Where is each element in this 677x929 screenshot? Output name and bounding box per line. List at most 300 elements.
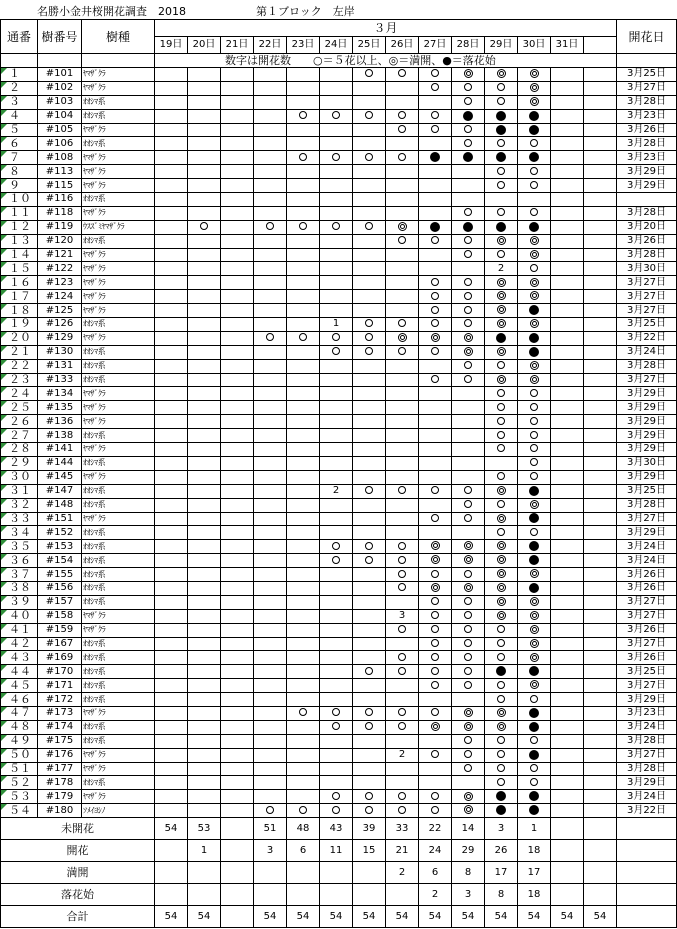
day-cell [452,415,485,429]
bloom-mark-icon [365,222,373,230]
full-bloom-mark-icon [530,291,539,300]
seq-cell: ５３ [1,790,38,804]
extra-cell [584,679,617,693]
day-cell [518,387,551,401]
day-cell [353,373,386,387]
bloom-date-cell: 3月22日 [617,331,677,345]
tree-no-cell: #113 [38,165,82,179]
day-cell [551,498,584,512]
seq-cell: ４６ [1,693,38,707]
day-cell [287,123,320,137]
extra-cell [584,581,617,595]
day-cell [551,151,584,165]
day-cell [419,248,452,262]
bloom-date-cell: 3月29日 [617,401,677,415]
day-cell [485,776,518,790]
day-cell [419,109,452,123]
day-cell [551,720,584,734]
day-cell [254,637,287,651]
bloom-mark-icon [365,542,373,550]
bloom-mark-icon [530,695,538,703]
day-cell [320,179,353,193]
day-cell [188,554,221,568]
day-cell [254,276,287,290]
day-cell [287,443,320,457]
day-cell [518,443,551,457]
tree-no-cell: #178 [38,776,82,790]
bloom-mark-icon [530,458,538,466]
day-cell [155,123,188,137]
summary-value: 17 [485,862,518,884]
tree-no-cell: #177 [38,762,82,776]
day-cell [254,623,287,637]
day-cell [485,443,518,457]
day-cell [485,540,518,554]
full-bloom-mark-icon [530,611,539,620]
bloom-mark-icon [398,125,406,133]
day-cell [551,68,584,82]
summary-value [254,884,287,906]
day-cell [386,665,419,679]
day-header-blank [584,37,617,54]
full-bloom-mark-icon [530,236,539,245]
extra-cell [584,262,617,276]
day-cell [452,262,485,276]
day-cell [419,206,452,220]
day-cell [452,456,485,470]
table-row [1,165,677,179]
bloom-date-cell: 3月27日 [617,748,677,762]
day-cell [155,540,188,554]
day-cell [320,123,353,137]
seq-cell: ４３ [1,651,38,665]
day-cell [485,568,518,582]
day-cell [254,109,287,123]
day-cell [452,720,485,734]
day-cell [386,387,419,401]
day-cell [551,790,584,804]
falling-mark-icon [463,111,473,121]
extra-cell [584,165,617,179]
species-cell: ｵｵｼﾏ系 [82,456,155,470]
species-cell: ﾔﾏｻﾞｸﾗ [82,276,155,290]
day-cell [254,790,287,804]
day-cell [386,512,419,526]
day-cell [551,318,584,332]
day-cell [188,734,221,748]
legend-row [1,54,677,68]
tree-no-cell: #121 [38,248,82,262]
day-cell [353,331,386,345]
day-cell [287,623,320,637]
day-cell [386,304,419,318]
day-cell [188,512,221,526]
day-cell [155,776,188,790]
seq-cell: ４４ [1,665,38,679]
day-cell [188,762,221,776]
day-cell [287,151,320,165]
full-bloom-mark-icon [497,541,506,550]
day-cell [221,679,254,693]
day-cell [155,179,188,193]
day-cell [254,331,287,345]
species-cell: ﾔﾏｻﾞｸﾗ [82,304,155,318]
day-cell [452,290,485,304]
bloom-mark-icon [365,792,373,800]
day-cell [188,415,221,429]
day-cell [287,498,320,512]
species-cell: ｵｵｼﾏ系 [82,679,155,693]
day-cell [287,429,320,443]
tree-no-cell: #176 [38,748,82,762]
bloom-mark-icon [464,681,472,689]
summary-value [221,862,254,884]
day-cell [254,206,287,220]
day-cell [452,568,485,582]
bloom-date-cell: 3月29日 [617,693,677,707]
day-cell [320,443,353,457]
day-cell [188,331,221,345]
tree-no-cell: #115 [38,179,82,193]
day-cell [551,804,584,818]
seq-cell: ５ [1,123,38,137]
summary-value [155,862,188,884]
day-cell [485,193,518,207]
extra-cell [584,206,617,220]
day-cell [254,234,287,248]
tree-no-cell: #108 [38,151,82,165]
day-cell [188,401,221,415]
day-cell [188,484,221,498]
bloom-date-cell: 3月23日 [617,151,677,165]
day-cell [452,179,485,193]
day-header: 27日 [419,37,452,54]
table-row [1,345,677,359]
day-cell [551,540,584,554]
summary-value [320,884,353,906]
day-cell [386,637,419,651]
day-cell [419,137,452,151]
bloom-mark-icon [464,764,472,772]
table-row [1,262,677,276]
day-cell [551,734,584,748]
seq-cell: ３９ [1,595,38,609]
day-cell [155,706,188,720]
day-cell [221,179,254,193]
day-cell [287,206,320,220]
tree-no-cell: #103 [38,95,82,109]
species-cell: ｵｵｼﾏ系 [82,429,155,443]
summary-value: 6 [287,840,320,862]
day-cell [485,429,518,443]
day-cell [320,109,353,123]
day-cell [155,470,188,484]
day-cell [320,581,353,595]
day-cell [419,95,452,109]
day-cell [518,498,551,512]
bloom-mark-icon [464,278,472,286]
day-cell [155,665,188,679]
table-row [1,748,677,762]
species-cell: ﾔﾏｻﾞｸﾗ [82,387,155,401]
day-cell [419,804,452,818]
day-cell [551,679,584,693]
day-cell [551,623,584,637]
day-cell [221,456,254,470]
bloom-date-cell: 3月27日 [617,373,677,387]
full-bloom-mark-icon [530,653,539,662]
bloom-date-cell: 3月29日 [617,776,677,790]
day-cell [419,512,452,526]
bloom-date-cell: 3月25日 [617,665,677,679]
summary-value [353,884,386,906]
falling-mark-icon [529,583,539,593]
summary-value: 6 [419,862,452,884]
day-cell [386,123,419,137]
falling-mark-icon [529,305,539,315]
day-cell [485,290,518,304]
day-cell [221,151,254,165]
day-cell [551,443,584,457]
extra-cell [584,290,617,304]
day-cell [485,526,518,540]
day-cell [551,165,584,179]
falling-mark-icon [496,152,506,162]
bloom-mark-icon [398,69,406,77]
day-cell [419,665,452,679]
day-cell [188,304,221,318]
table-row [1,776,677,790]
day-cell [419,359,452,373]
seq-cell: ２７ [1,429,38,443]
extra-cell [584,609,617,623]
day-cell [419,345,452,359]
bloom-mark-icon [431,570,439,578]
bloom-mark-icon [497,500,505,508]
seq-cell: ５２ [1,776,38,790]
day-cell [188,540,221,554]
seq-cell: ９ [1,179,38,193]
day-cell [155,206,188,220]
extra-cell [584,429,617,443]
day-cell [287,748,320,762]
tree-no-cell: #147 [38,484,82,498]
day-cell [353,429,386,443]
bloom-date-cell: 3月25日 [617,318,677,332]
day-cell [485,623,518,637]
day-cell [320,345,353,359]
species-cell: ﾔﾏｻﾞｸﾗ [82,331,155,345]
header-month: ３月 [155,20,617,37]
summary-value [188,884,221,906]
bloom-mark-icon [464,611,472,619]
bloom-mark-icon [431,514,439,522]
day-cell [452,748,485,762]
day-cell [452,95,485,109]
day-cell [221,706,254,720]
day-cell [287,679,320,693]
day-cell [221,484,254,498]
day-cell [254,609,287,623]
day-cell [353,165,386,179]
bloom-date-cell: 3月27日 [617,512,677,526]
bloom-table [0,19,677,928]
bloom-mark-icon [497,778,505,786]
day-cell [320,429,353,443]
day-cell [386,595,419,609]
day-cell [386,248,419,262]
day-cell [452,498,485,512]
day-cell [419,429,452,443]
day-cell [485,68,518,82]
day-cell [221,262,254,276]
day-cell [155,234,188,248]
day-cell [320,540,353,554]
day-cell [452,304,485,318]
day-cell [419,304,452,318]
day-cell [254,81,287,95]
full-bloom-mark-icon [530,500,539,509]
legend-text: 数字は開花数 ○＝５花以上、◎＝満開、●＝落花始 [155,54,617,68]
day-cell [419,526,452,540]
bloom-mark-icon [530,167,538,175]
table-row [1,595,677,609]
day-cell [287,776,320,790]
day-cell [287,720,320,734]
day-cell [353,387,386,401]
day-cell [353,609,386,623]
day-cell [518,665,551,679]
tree-no-cell: #153 [38,540,82,554]
day-cell [155,387,188,401]
day-cell [452,595,485,609]
summary-value [584,818,617,840]
day-cell [353,345,386,359]
seq-cell: １１ [1,206,38,220]
day-cell [155,581,188,595]
day-cell [518,359,551,373]
extra-cell [584,81,617,95]
day-cell [353,734,386,748]
summary-blank [617,840,677,862]
day-cell [221,526,254,540]
day-cell [386,776,419,790]
day-cell [188,151,221,165]
species-cell: ﾔﾏｻﾞｸﾗ [82,81,155,95]
full-bloom-mark-icon [464,583,473,592]
table-row [1,498,677,512]
day-cell [221,429,254,443]
day-cell [320,415,353,429]
day-cell [353,665,386,679]
day-cell [155,720,188,734]
day-cell [353,137,386,151]
day-cell [155,318,188,332]
day-cell [155,609,188,623]
day-cell [320,206,353,220]
day-cell [419,790,452,804]
falling-mark-icon [529,222,539,232]
bloom-mark-icon [497,83,505,91]
bloom-mark-icon [464,292,472,300]
summary-value: 24 [419,840,452,862]
day-cell [320,220,353,234]
bloom-mark-icon [398,667,406,675]
day-cell [188,651,221,665]
species-cell: ｵｵｼﾏ系 [82,484,155,498]
species-cell: ﾔﾏｻﾞｸﾗ [82,68,155,82]
species-cell: ｵｵｼﾏ系 [82,109,155,123]
day-cell [452,484,485,498]
day-cell [155,748,188,762]
tree-no-cell: #106 [38,137,82,151]
extra-cell [584,651,617,665]
day-cell [353,804,386,818]
species-cell: ﾔﾏｻﾞｸﾗ [82,401,155,415]
seq-cell: １３ [1,234,38,248]
seq-cell: １０ [1,193,38,207]
day-cell [155,693,188,707]
seq-cell: ７ [1,151,38,165]
day-cell [287,401,320,415]
day-cell [221,415,254,429]
full-bloom-mark-icon [464,333,473,342]
legend-blank [82,54,155,68]
bloom-mark-icon [431,750,439,758]
extra-cell [584,345,617,359]
day-cell [452,581,485,595]
day-cell [254,359,287,373]
bloom-mark-icon [365,722,373,730]
day-cell [551,331,584,345]
tree-no-cell: #119 [38,220,82,234]
day-cell [419,415,452,429]
day-cell [551,206,584,220]
day-cell [386,568,419,582]
day-cell [485,679,518,693]
day-cell [353,95,386,109]
day-cell [287,762,320,776]
extra-cell [584,512,617,526]
day-cell [452,609,485,623]
day-cell [254,568,287,582]
day-cell [254,498,287,512]
day-cell [551,234,584,248]
summary-value [584,884,617,906]
day-cell [221,581,254,595]
day-cell [254,262,287,276]
summary-value [386,884,419,906]
day-cell [518,206,551,220]
day-cell [452,248,485,262]
bloom-date-cell: 3月23日 [617,109,677,123]
species-cell: ｳｽｽﾞﾐﾔﾏｻﾞｸﾗ [82,220,155,234]
bloom-mark-icon [464,653,472,661]
day-cell [419,262,452,276]
tree-no-cell: #126 [38,318,82,332]
seq-cell: ２２ [1,359,38,373]
species-cell: ｵｵｼﾏ系 [82,568,155,582]
day-cell [452,706,485,720]
tree-no-cell: #158 [38,609,82,623]
legend-blank [38,54,82,68]
day-cell [320,498,353,512]
species-cell: ﾔﾏｻﾞｸﾗ [82,206,155,220]
species-cell: ｵｵｼﾏ系 [82,373,155,387]
day-cell [518,234,551,248]
tree-no-cell: #144 [38,456,82,470]
day-cell [485,456,518,470]
